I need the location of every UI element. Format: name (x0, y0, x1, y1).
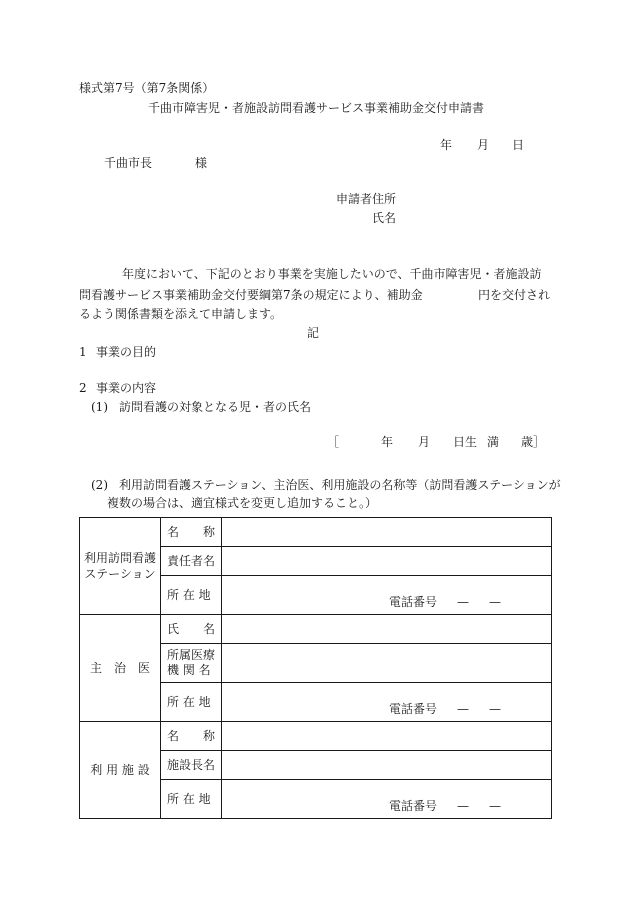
row-label: 所 在 地 (161, 780, 222, 819)
table-row (80, 518, 552, 547)
birth-age: 歳］ (521, 435, 546, 449)
info-table (79, 517, 552, 819)
item-1-number: (1) (91, 400, 108, 414)
birth-open-bracket: ［ (327, 435, 340, 449)
applicant-address-label: 申請者住所 (336, 192, 397, 206)
phone-number-label: 電話番号 — — (388, 799, 501, 813)
item-2-number: (2) (91, 478, 108, 492)
group-label-doctor: 主 治 医 (80, 615, 161, 722)
value-field[interactable] (222, 576, 552, 615)
table-row (80, 615, 552, 644)
table-row (80, 722, 552, 751)
birth-full: 満 (487, 435, 500, 449)
value-field[interactable] (222, 615, 552, 644)
date-day: 日 (512, 138, 525, 152)
item-1-label: 訪問看護の対象となる児・者の氏名 (119, 400, 312, 414)
date-month: 月 (477, 138, 490, 152)
body-line-2-tail: 円を交付され (478, 288, 551, 302)
section-1-number: 1 (79, 345, 87, 359)
value-field[interactable] (222, 683, 552, 722)
row-label: 名 称 (161, 722, 222, 751)
birth-year: 年 (381, 435, 394, 449)
phone-number-label: 電話番号 — — (388, 595, 501, 609)
section-2-label: 事業の内容 (96, 381, 157, 395)
group-label-facility: 利 用 施 設 (80, 722, 161, 819)
row-label: 施設長名 (161, 751, 222, 780)
value-field[interactable] (222, 547, 552, 576)
row-label: 所属医療 機 関 名 (161, 644, 222, 683)
section-1-label: 事業の目的 (96, 345, 157, 359)
form-number: 様式第7号（第7条関係） (79, 81, 215, 95)
date-year: 年 (440, 138, 453, 152)
ki-heading: 記 (307, 326, 320, 340)
page-title: 千曲市障害児・者施設訪問看護サービス事業補助金交付申請書 (148, 101, 485, 115)
birth-day-born: 日生 (453, 435, 478, 449)
body-line-1: 年度において、下記のとおり事業を実施したいので、千曲市障害児・者施設訪 (122, 267, 542, 281)
row-label: 責任者名 (161, 547, 222, 576)
body-line-3: るよう関係書類を添えて申請します。 (79, 307, 283, 321)
row-label: 所 在 地 (161, 576, 222, 615)
value-field[interactable] (222, 518, 552, 547)
birth-month: 月 (418, 435, 431, 449)
value-field[interactable] (222, 644, 552, 683)
item-2-line-2: 複数の場合は、適宜様式を変更し追加すること。） (107, 496, 378, 510)
row-label: 氏 名 (161, 615, 222, 644)
value-field[interactable] (222, 751, 552, 780)
body-line-2: 問看護サービス事業補助金交付要綱第7条の規定により、補助金 (79, 288, 423, 302)
addressee-name: 千曲市長 (104, 156, 153, 170)
value-field[interactable] (222, 780, 552, 819)
row-label: 所 在 地 (161, 683, 222, 722)
item-2-line-1: 利用訪問看護ステーション、主治医、利用施設の名称等（訪問看護ステーションが (119, 478, 561, 492)
addressee-honorific: 様 (195, 156, 208, 170)
row-label: 名 称 (161, 518, 222, 547)
value-field[interactable] (222, 722, 552, 751)
group-label-station: 利用訪問看護 ステーション (80, 518, 161, 615)
applicant-name-label: 氏名 (372, 211, 397, 225)
section-2-number: 2 (79, 381, 87, 395)
phone-number-label: 電話番号 — — (388, 702, 501, 716)
